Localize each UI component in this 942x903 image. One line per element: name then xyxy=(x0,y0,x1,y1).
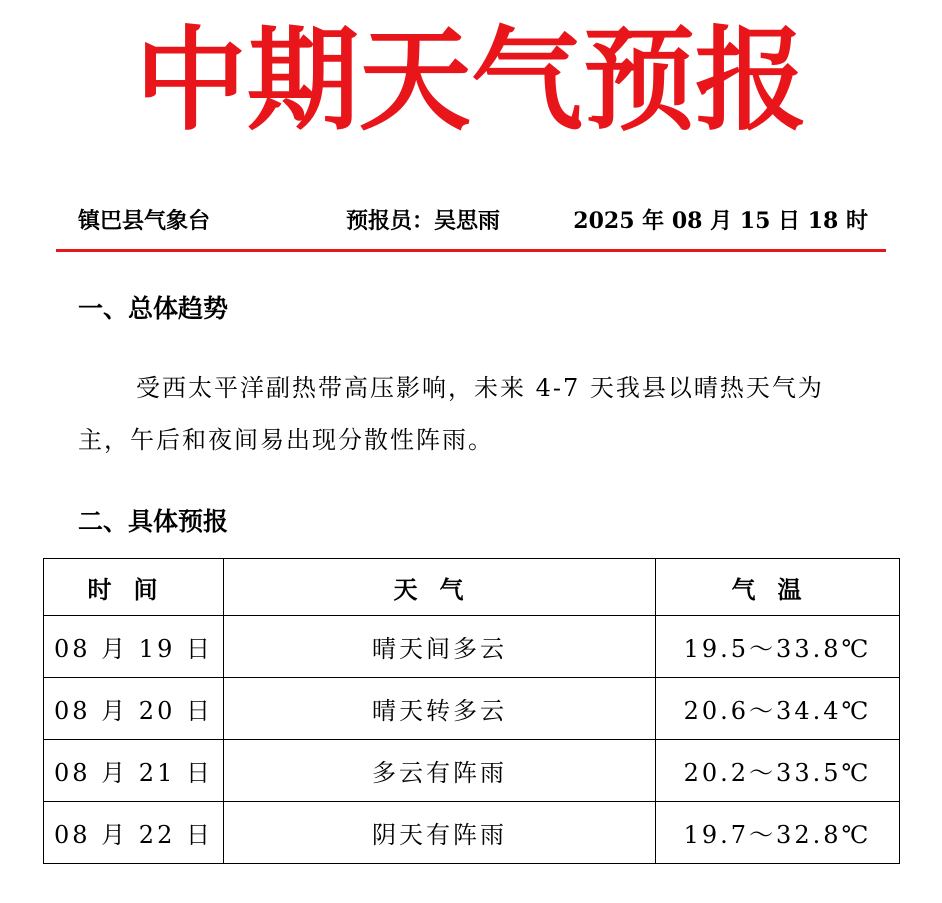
page-title: 中期天气预报 xyxy=(135,16,807,146)
temperature-cell: 19.5～33.8℃ xyxy=(656,616,900,678)
date-cell: 08 月 20 日 xyxy=(44,678,224,740)
table-row xyxy=(44,740,900,802)
table-row xyxy=(44,616,900,678)
weather-cell: 晴天转多云 xyxy=(224,678,656,740)
forecaster-name: 预报员：吴思雨 xyxy=(346,208,501,234)
station-name: 镇巴县气象台 xyxy=(78,208,211,234)
temperature-cell: 19.7～32.8℃ xyxy=(656,802,900,864)
weather-cell: 阴天有阵雨 xyxy=(224,802,656,864)
issue-datetime: 2025 年 08 月 15 日 18 时 xyxy=(573,208,868,234)
temperature-cell: 20.6～34.4℃ xyxy=(656,678,900,740)
table-row xyxy=(44,802,900,864)
forecast-table xyxy=(43,558,900,864)
date-cell: 08 月 22 日 xyxy=(44,802,224,864)
date-cell: 08 月 19 日 xyxy=(44,616,224,678)
section-heading-trend: 一、总体趋势 xyxy=(78,294,229,323)
header-divider xyxy=(56,249,886,252)
column-header-time: 时间 xyxy=(44,559,224,616)
trend-paragraph: 受西太平洋副热带高压影响，未来 4-7 天我县以晴热天气为主，午后和夜间易出现分散性阵雨。 xyxy=(78,374,824,454)
weather-cell: 多云有阵雨 xyxy=(224,740,656,802)
table-row xyxy=(44,678,900,740)
table-header-row xyxy=(44,559,900,616)
date-cell: 08 月 21 日 xyxy=(44,740,224,802)
issuance-info xyxy=(78,200,868,240)
weather-cell: 晴天间多云 xyxy=(224,616,656,678)
column-header-weather: 天气 xyxy=(224,559,656,616)
column-header-temperature: 气温 xyxy=(656,559,900,616)
section-heading-detail: 二、具体预报 xyxy=(78,507,229,536)
temperature-cell: 20.2～33.5℃ xyxy=(656,740,900,802)
